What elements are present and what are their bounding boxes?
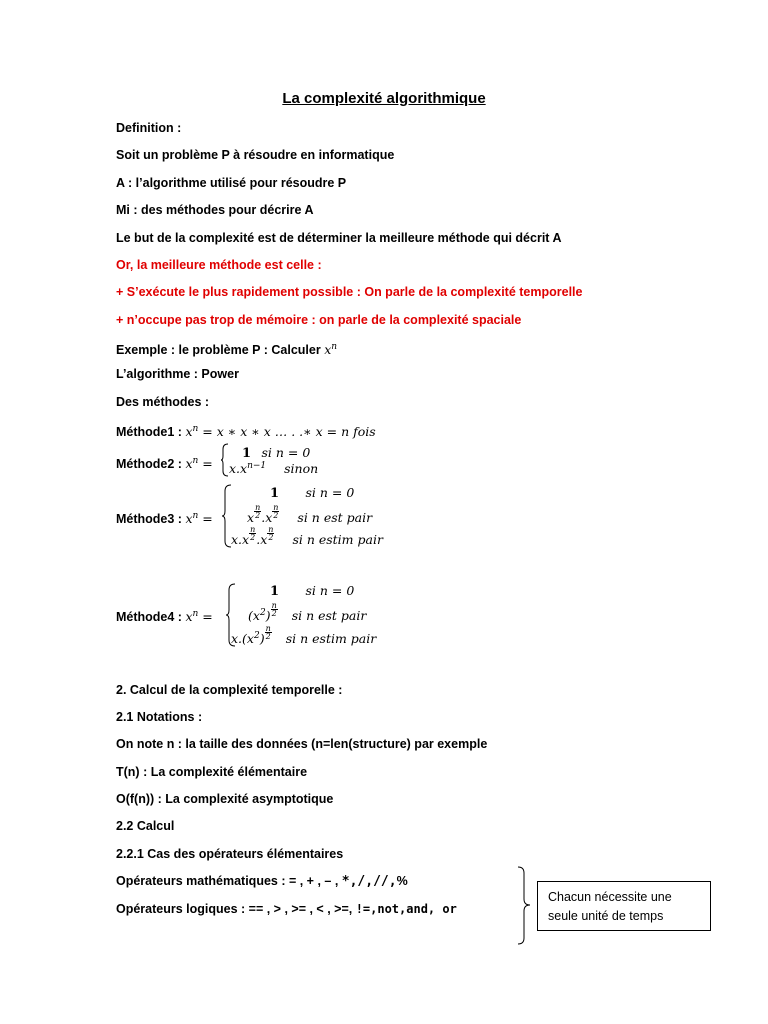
goal-statement: Le but de la complexité est de déterminer la meilleure méthode qui décrit A	[116, 231, 562, 245]
method3-case3: x.x $\frac{n}{2}$ .x $\frac{n}{2}$ si n estim pair	[231, 525, 383, 547]
method4-lhs: $x^n$ =	[185, 609, 213, 625]
method4-case3: $x.(x^2)$ $\frac{n}{2}$ si n estim pair	[231, 624, 377, 646]
page-title: La complexité algorithmique	[282, 90, 486, 107]
method3-label: Méthode3 : $x^n$ =	[116, 511, 213, 527]
method4-case1: 1 si n = 0	[270, 583, 355, 599]
method2-label: Méthode2 : $x^n$ =	[116, 456, 213, 472]
best-method-heading: Or, la meilleure méthode est celle :	[116, 258, 322, 272]
algorithm-name: L’algorithme : Power	[116, 367, 239, 381]
method3-lhs: $x^n$ =	[185, 511, 213, 527]
method4-label: Méthode4 : $x^n$ =	[116, 609, 213, 625]
logical-operators-list: !=,not,and, or	[355, 902, 457, 916]
math-operators-list: *,/,//,	[341, 874, 397, 889]
spatial-complexity-point: + n’occupe pas trop de mémoire : on parle de la complexité spaciale	[116, 313, 522, 327]
logical-operators-label: Opérateurs logiques : == , > , >= , < , >=,	[116, 902, 356, 916]
notations-heading: 2.1 Notations :	[116, 710, 203, 724]
problem-statement: Soit un problème P à résoudre en informatique	[116, 148, 395, 162]
algorithm-definition: A : l’algorithme utilisé pour résoudre P	[116, 176, 347, 190]
elementary-operators-heading: 2.2.1 Cas des opérateurs élémentaires	[116, 847, 344, 861]
example-formula: $x^n$	[324, 342, 338, 358]
section2-heading: 2. Calcul de la complexité temporelle :	[116, 683, 343, 697]
operators-brace	[516, 866, 532, 946]
definition-heading: Definition :	[116, 121, 182, 135]
example-text: Exemple : le problème P : Calculer	[116, 343, 325, 358]
method4-case2: $(x^2)$ $\frac{n}{2}$ si n est pair	[248, 601, 367, 623]
method2-lhs: $x^n$ =	[185, 456, 213, 472]
math-operators-line	[116, 873, 408, 890]
method3-case2: x $\frac{n}{2}$ .x $\frac{n}{2}$ si n est pair	[247, 503, 373, 525]
example-line	[116, 339, 337, 358]
temporal-complexity-point: + S’exécute le plus rapidement possible : On parle de la complexité temporelle	[116, 285, 583, 299]
math-operators-label: Opérateurs mathématiques : = , + , – ,	[116, 874, 342, 888]
method1	[116, 421, 376, 440]
calcul-heading: 2.2 Calcul	[116, 819, 175, 833]
method2-case2: $x.x^{n-1}$ sinon	[229, 461, 319, 477]
modulo-operator: %	[396, 874, 408, 888]
unit-time-note: Chacun nécessite une seule unité de temps	[537, 881, 711, 931]
method1-label: Méthode1 :	[116, 425, 186, 440]
notation-tn: T(n) : La complexité élémentaire	[116, 765, 308, 779]
method3-case1: 1 si n = 0	[270, 485, 355, 501]
notation-ofn: O(f(n)) : La complexité asymptotique	[116, 792, 334, 806]
method1-formula: $x^n = x$ ∗ x ∗ x … . .∗ x = n fois	[185, 424, 376, 440]
methods-definition: Mi : des méthodes pour décrire A	[116, 203, 314, 217]
method2-case1: 1 si n = 0	[242, 445, 311, 461]
methods-heading: Des méthodes :	[116, 395, 210, 409]
notation-n: On note n : la taille des données (n=len(structure) par exemple	[116, 737, 488, 751]
logical-operators-line	[116, 901, 457, 917]
